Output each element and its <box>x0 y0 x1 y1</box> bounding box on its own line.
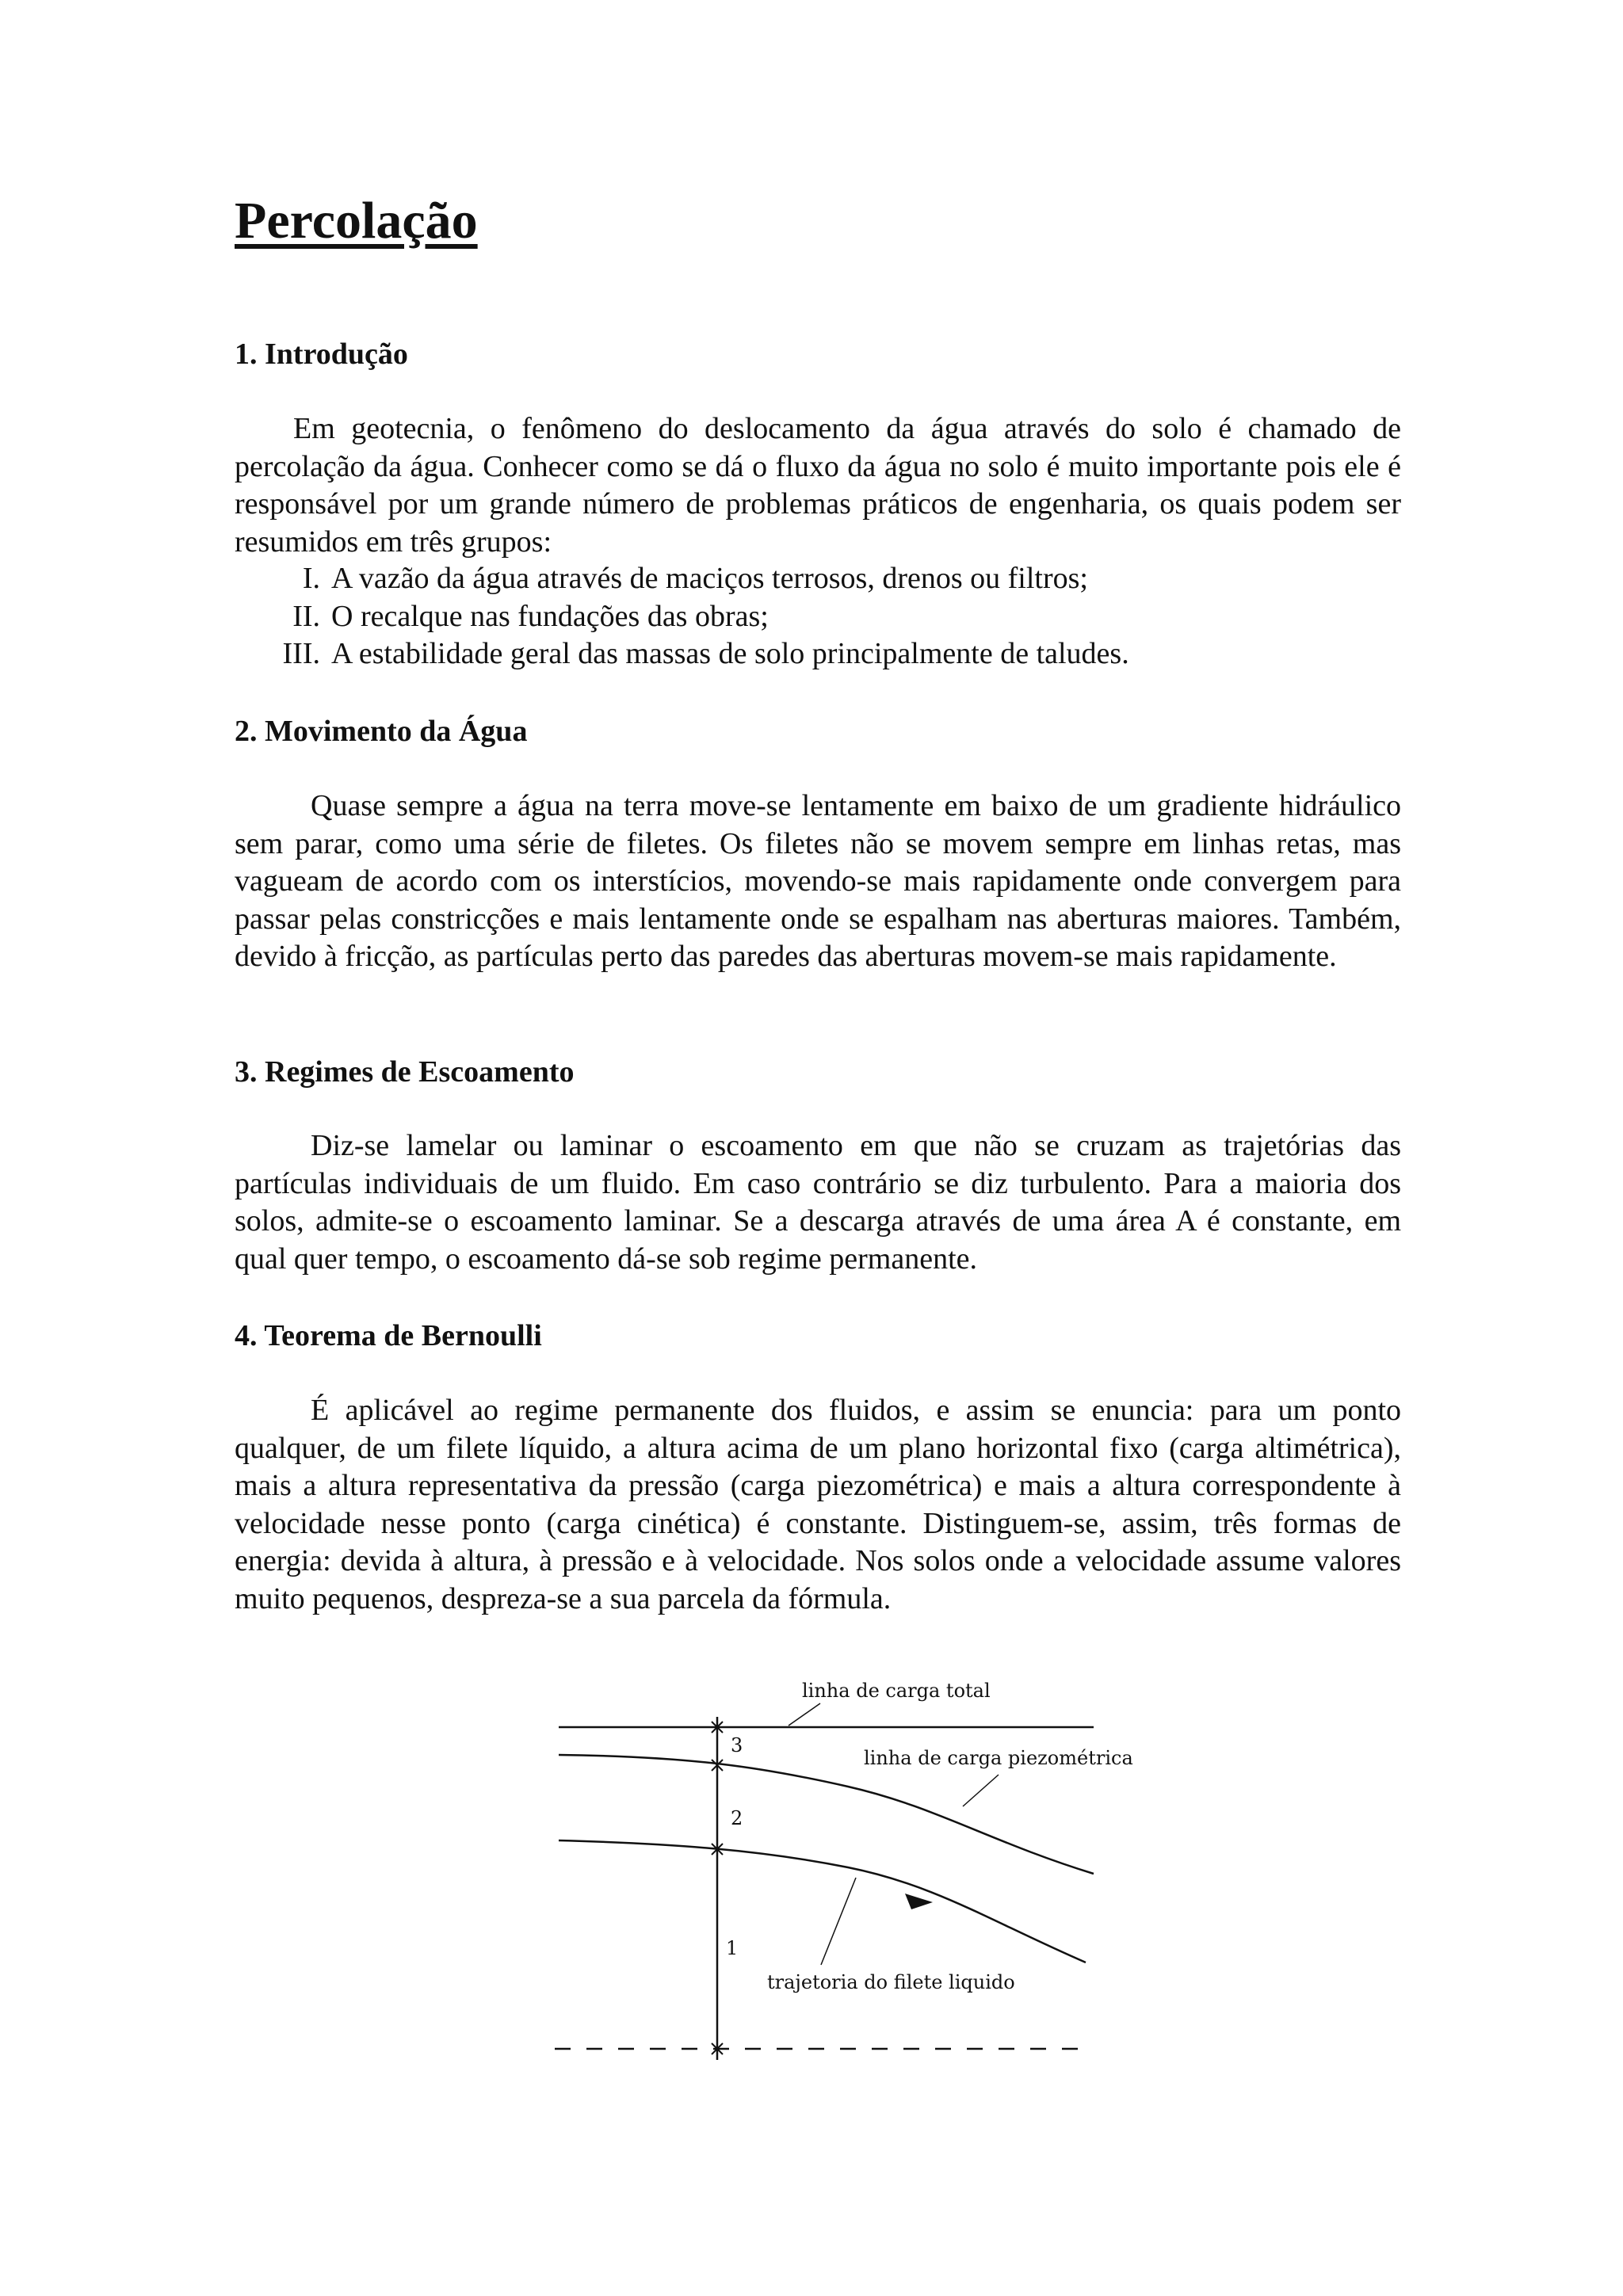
marker-2: 2 <box>731 1807 743 1829</box>
list-item-text: A estabilidade geral das massas de solo principalmente de taludes. <box>331 637 1129 670</box>
marker-1: 1 <box>726 1937 739 1959</box>
leader-piezometric <box>963 1775 999 1806</box>
bernoulli-diagram-svg <box>547 1668 1133 2064</box>
leader-total <box>789 1703 820 1726</box>
leader-trajectory <box>821 1878 856 1965</box>
list-item <box>235 598 1401 636</box>
flow-trajectory-line <box>559 1840 1086 1962</box>
label-trajectory: trajetoria do filete liquido <box>767 1971 1015 1993</box>
list-item-number: I. <box>302 562 320 595</box>
section-heading-movimento: 2. Movimento da Água <box>235 715 528 748</box>
section-heading-bernoulli: 4. Teorema de Bernoulli <box>235 1319 542 1352</box>
section-paragraph-bernoulli: É aplicável ao regime permanente dos fluidos, e assim se enuncia: para um ponto qualquer, de um filete líquido, a altura acima de um plano horizontal fixo (carga altimétrica), mais a altura representativa da pressão (carga piezométrica) e mais a altura correspondente à velocidade nesse ponto (carga cinética) é constante. Distinguem-se, assim, três formas de energia: devida à altura, à pressão e à velocidade. Nos solos onde a velocidade assume valores muito pequenos, despreza-se a sua parcela da fórmula. <box>235 1394 1401 1615</box>
page-title: Percolação <box>235 192 478 250</box>
list-item-text: O recalque nas fundações das obras; <box>331 599 769 633</box>
list-item-number: II. <box>292 599 320 633</box>
label-total-head: linha de carga total <box>802 1680 991 1702</box>
section-paragraph-movimento: Quase sempre a água na terra move-se lentamente em baixo de um gradiente hidráulico sem parar, como uma série de filetes. Os filetes não se movem sempre em linhas retas, mas vagueam de acordo com os interstícios, movendo-se mais rapidamente onde convergem para passar pelas constricções e mais lentamente onde se espalham nas aberturas maiores. Também, devido à fricção, as partículas perto das paredes das aberturas movem-se mais rapidamente. <box>235 789 1401 973</box>
label-piezometric: linha de carga piezométrica <box>864 1747 1133 1769</box>
list-item-text: A vazão da água através de maciços terrosos, drenos ou filtros; <box>331 562 1088 595</box>
piezometric-head-line <box>559 1755 1094 1874</box>
bernoulli-diagram <box>547 1668 1133 2064</box>
marker-3: 3 <box>731 1734 743 1756</box>
section-heading-introducao: 1. Introdução <box>235 338 408 371</box>
list-item <box>235 560 1401 598</box>
section-paragraph-introducao: Em geotecnia, o fenômeno do deslocamento da água através do solo é chamado de percolação da água. Conhecer como se dá o fluxo da água no solo é muito importante pois ele é responsável por um grande número de problemas práticos de engenharia, os quais podem ser resumidos em três grupos: <box>235 412 1401 559</box>
section-paragraph-regimes: Diz-se lamelar ou laminar o escoamento em que não se cruzam as trajetórias das partículas individuais de um fluido. Em caso contrário se diz turbulento. Para a maioria dos solos, admite-se o escoamento laminar. Se a descarga através de uma área A é constante, em qual quer tempo, o escoamento dá-se sob regime permanente. <box>235 1129 1401 1276</box>
list-item-number: III. <box>282 637 320 670</box>
problem-groups-list <box>235 560 1401 673</box>
flow-arrow-icon <box>905 1894 933 1909</box>
section-heading-regimes: 3. Regimes de Escoamento <box>235 1055 575 1089</box>
list-item <box>235 635 1401 673</box>
